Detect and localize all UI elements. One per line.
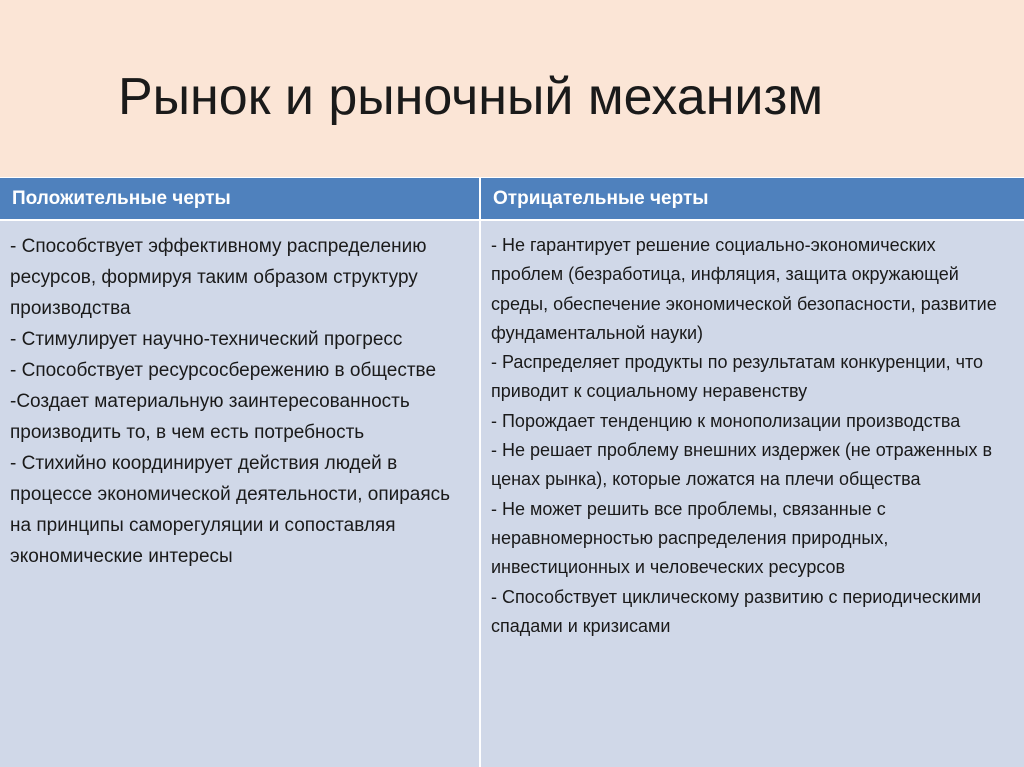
negative-features-cell xyxy=(480,220,1024,767)
table-header-row xyxy=(0,178,1024,220)
table-body-row xyxy=(0,220,1024,767)
negative-point: - Распределяет продукты по результатам конкуренции, что приводит к социальному неравенству xyxy=(491,352,984,402)
negative-point: - Не решает проблему внешних издержек (не отраженных в ценах рынка), которые ложатся на плечи общества xyxy=(491,440,993,490)
negative-features-header: Отрицательные черты xyxy=(480,178,1024,220)
positive-point: - Способствует ресурсосбережению в обществе xyxy=(10,360,437,381)
negative-point: - Способствует циклическому развитию с периодическими спадами и кризисами xyxy=(491,586,982,636)
negative-point: - Не гарантирует решение социально-экономических проблем (безработица, инфляция, защита окружающей среды, обеспечение экономической безопасности, развитие фундаментальной науки) xyxy=(491,235,997,343)
features-table xyxy=(0,178,1024,767)
positive-point: - Способствует эффективному распределению ресурсов, формируя таким образом структуру производства xyxy=(10,236,427,319)
negative-point: - Не может решить все проблемы, связанные с неравномерностью распределения природных, инвестиционных и человеческих ресурсов xyxy=(491,498,889,578)
positive-point: -Создает материальную заинтересованность производить то, в чем есть потребность xyxy=(10,391,410,443)
positive-point: - Стимулирует научно-технический прогресс xyxy=(10,329,403,350)
positive-features-cell xyxy=(0,220,480,767)
title-band xyxy=(0,0,1024,177)
slide-title: Рынок и рыночный механизм xyxy=(118,68,824,126)
positive-features-header: Положительные черты xyxy=(0,178,480,220)
positive-point: - Стихийно координирует действия людей в процессе экономической деятельности, опираясь на принципы саморегуляции и сопоставляя экономические интересы xyxy=(10,453,451,567)
negative-point: - Порождает тенденцию к монополизации производства xyxy=(491,410,961,431)
